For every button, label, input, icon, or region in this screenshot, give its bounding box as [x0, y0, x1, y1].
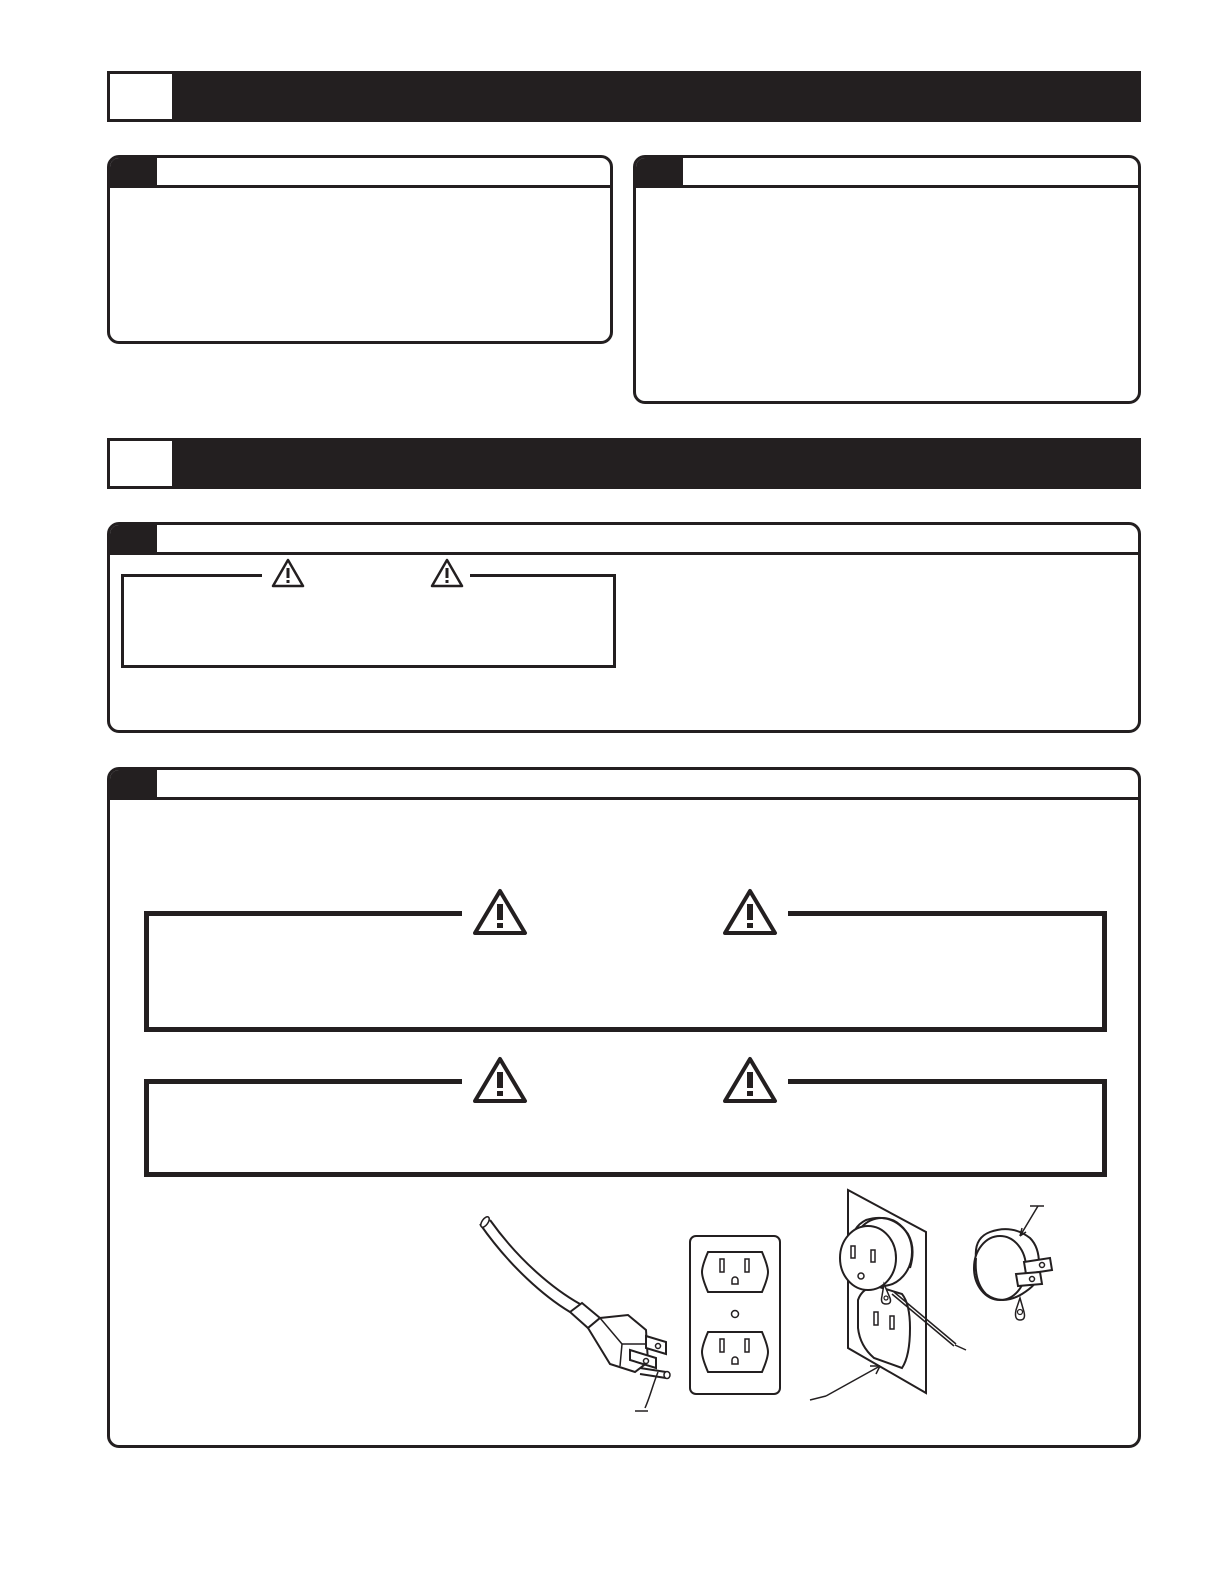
- section-header-2: [107, 438, 1141, 489]
- panel-tab: [110, 770, 157, 797]
- section-header-1: [107, 71, 1141, 122]
- warning-triangle-icon: [271, 558, 305, 588]
- panel-header: [110, 158, 610, 188]
- info-panel-right: [633, 155, 1141, 404]
- adapter-in-outlet-icon: [806, 1188, 972, 1413]
- grounded-plug-icon: [470, 1212, 680, 1417]
- panel-tab: [110, 158, 157, 185]
- panel-header: [636, 158, 1138, 188]
- warning-triangle-icon: [722, 1056, 778, 1104]
- panel-header: [110, 770, 1138, 800]
- grounding-adapter-icon: [968, 1198, 1068, 1328]
- grounded-duplex-outlet-icon: [688, 1234, 782, 1396]
- panel-header: [110, 525, 1138, 555]
- warning-triangle-icon: [722, 888, 778, 936]
- warning-triangle-icon: [430, 558, 464, 588]
- section-number-box: [110, 441, 172, 486]
- info-panel-left: [107, 155, 613, 344]
- panel-tab: [110, 525, 157, 552]
- panel-tab: [636, 158, 683, 185]
- section-number-box: [110, 74, 172, 119]
- warning-box-small: [121, 574, 616, 668]
- warning-triangle-icon: [472, 1056, 528, 1104]
- warning-triangle-icon: [472, 888, 528, 936]
